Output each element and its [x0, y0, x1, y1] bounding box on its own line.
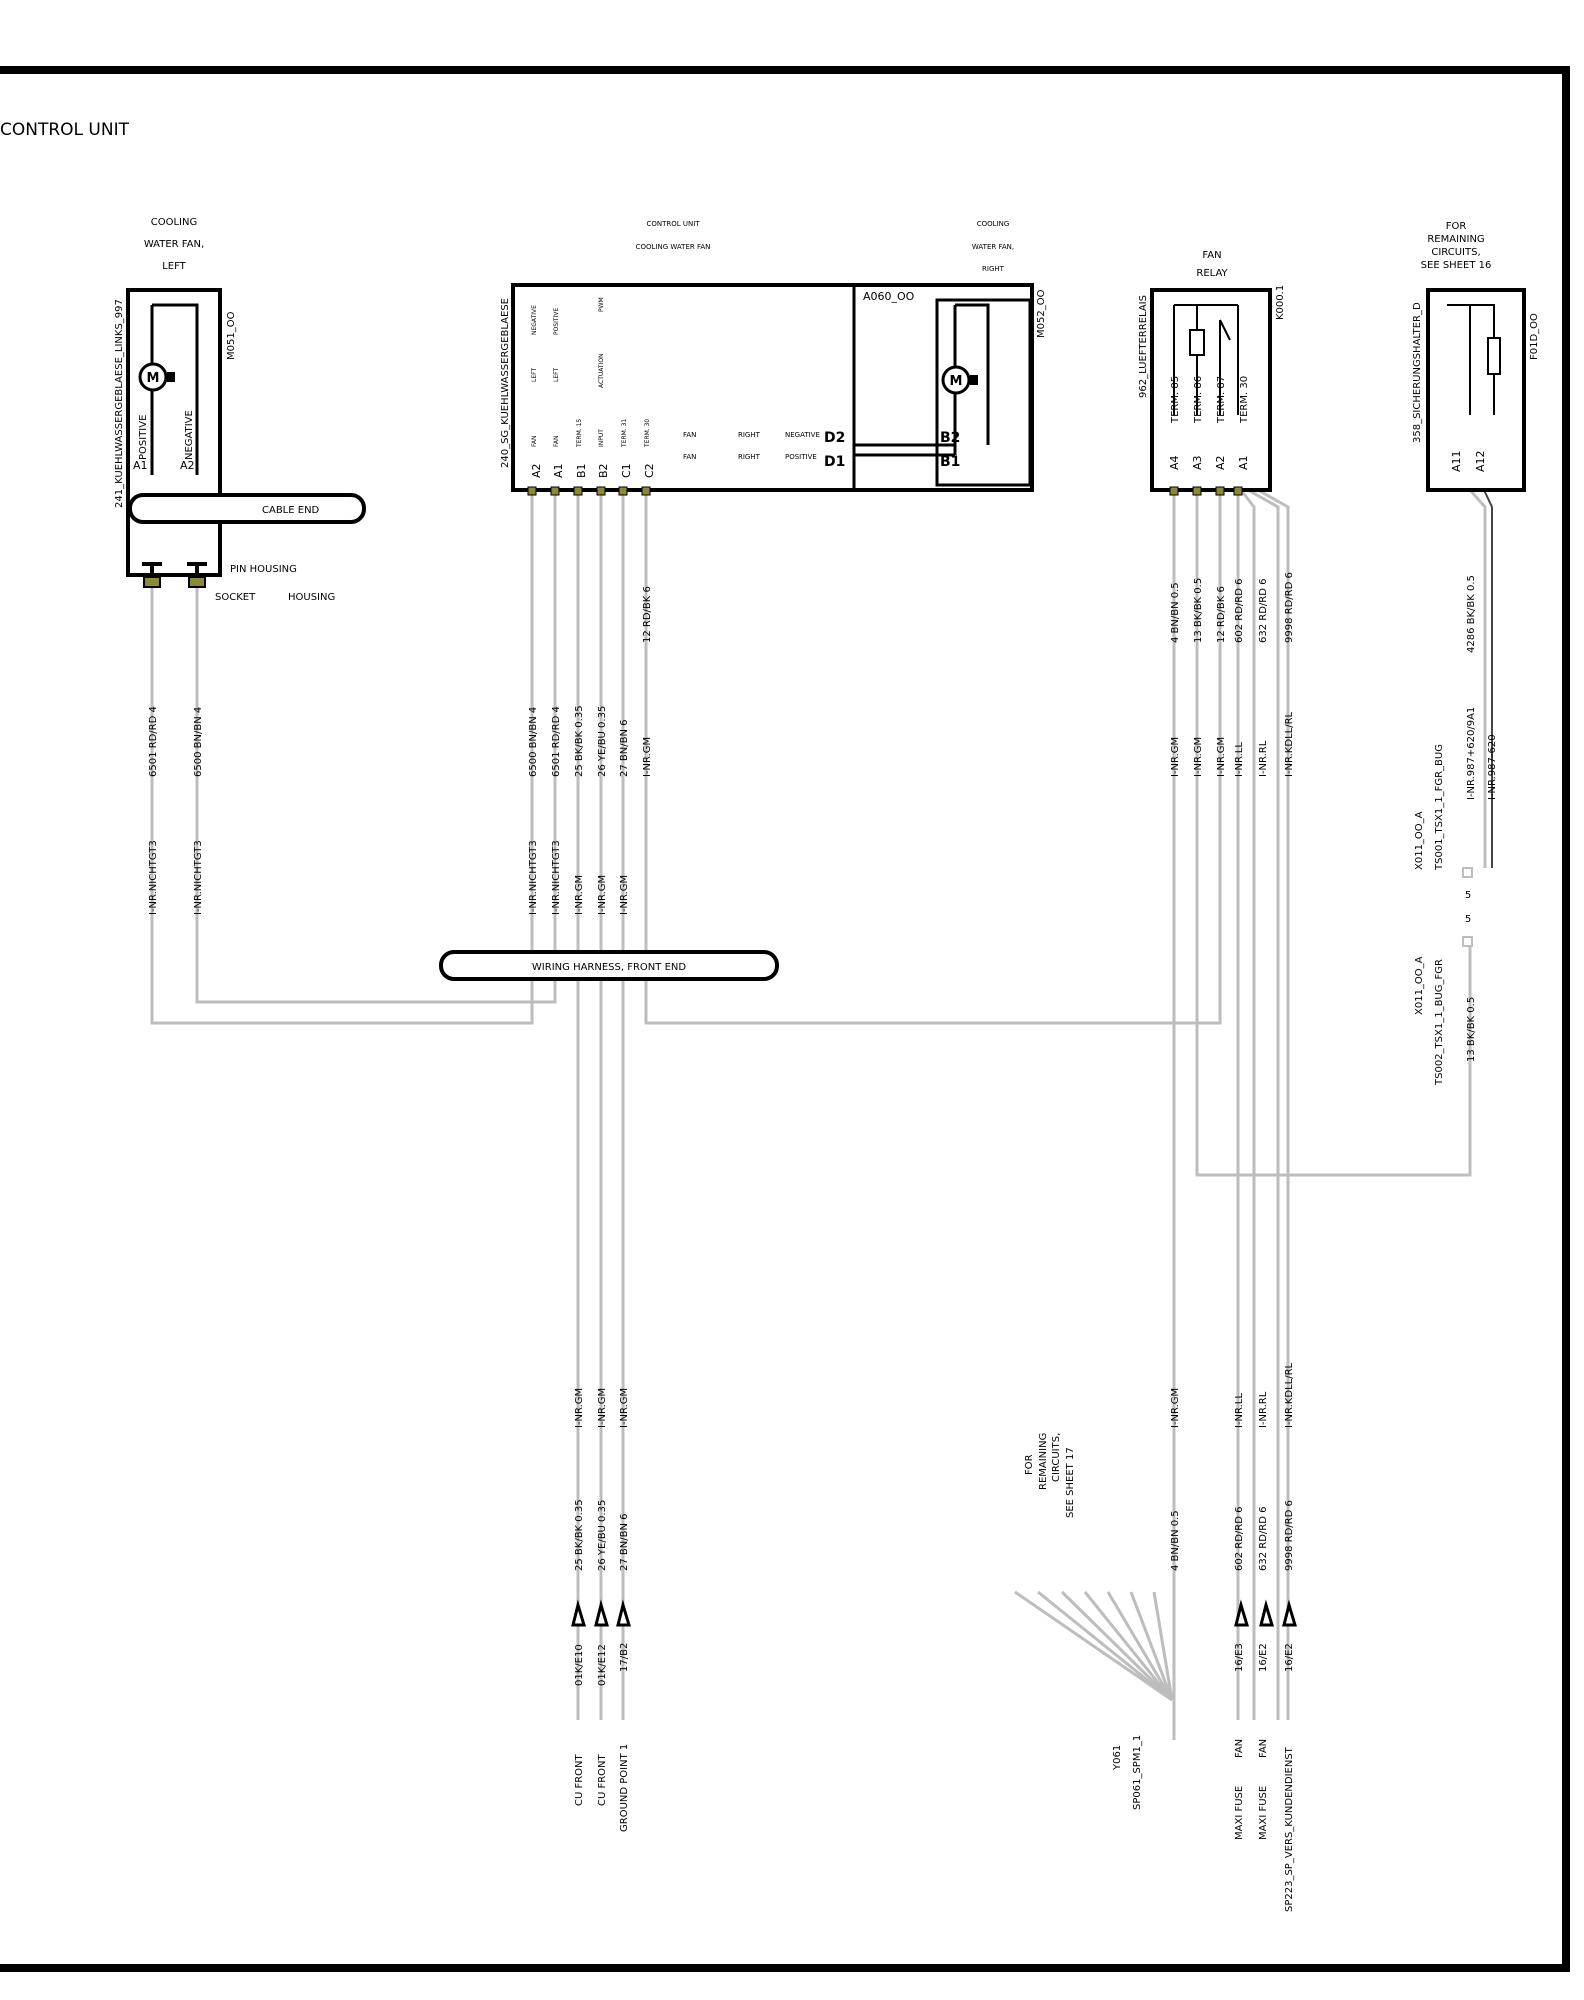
terminal-icon: [573, 1605, 584, 1625]
svg-text:TS002_TSX1_1_BUG_FGR: TS002_TSX1_1_BUG_FGR: [1434, 959, 1445, 1085]
svg-text:FAN: FAN: [683, 431, 697, 439]
svg-text:26 YE/BU 0.35: 26 YE/BU 0.35: [597, 705, 608, 777]
svg-text:INPUT: INPUT: [598, 429, 605, 447]
svg-text:6500 BN/BN 4: 6500 BN/BN 4: [528, 706, 539, 777]
svg-text:I-NR.NICHTGT3: I-NR.NICHTGT3: [528, 840, 539, 915]
svg-text:FOR: FOR: [1445, 221, 1467, 232]
svg-text:25 BK/BK 0.35: 25 BK/BK 0.35: [574, 705, 585, 777]
right-fan-component: [854, 220, 1047, 485]
svg-text:PWM: PWM: [598, 297, 605, 312]
svg-text:A11: A11: [1450, 450, 1463, 472]
svg-text:I-NR.RL: I-NR.RL: [1258, 740, 1269, 777]
lower-cu-terminals: [573, 1605, 629, 1625]
svg-text:A4: A4: [1168, 455, 1181, 470]
svg-text:TERM. 87: TERM. 87: [1216, 375, 1227, 423]
svg-text:SP223_SP_VERS_KUNDENDIENST: SP223_SP_VERS_KUNDENDIENST: [1284, 1747, 1295, 1912]
svg-text:5: 5: [1464, 890, 1472, 901]
svg-text:CU FRONT: CU FRONT: [597, 1754, 608, 1806]
svg-text:FOR: FOR: [1024, 1454, 1035, 1475]
svg-text:CONTROL UNIT: CONTROL UNIT: [646, 220, 700, 228]
svg-text:632 RD/RD 6: 632 RD/RD 6: [1258, 1506, 1269, 1571]
harness-label: WIRING HARNESS, FRONT END: [531, 962, 687, 973]
fuse-holder-id: 358_SICHERUNGSHALTER_D: [1412, 302, 1423, 443]
svg-text:TERM. 30: TERM. 30: [644, 418, 651, 447]
svg-text:REMAINING: REMAINING: [1038, 1432, 1049, 1490]
svg-text:602 RD/RD 6: 602 RD/RD 6: [1234, 1506, 1245, 1571]
svg-text:X011_OO_A: X011_OO_A: [1414, 956, 1425, 1015]
svg-text:17/B2: 17/B2: [619, 1642, 630, 1672]
svg-text:FAN: FAN: [1258, 1738, 1269, 1758]
svg-text:LEFT: LEFT: [162, 261, 186, 272]
svg-text:I-NR.KDLL/RL: I-NR.KDLL/RL: [1284, 711, 1295, 777]
svg-text:I-NR.GM: I-NR.GM: [597, 1387, 608, 1428]
svg-text:SEE SHEET 16: SEE SHEET 16: [1420, 260, 1492, 271]
svg-text:I-NR.GM: I-NR.GM: [597, 874, 608, 915]
fuse-holder-component: [1412, 221, 1540, 490]
svg-text:25 BK/BK 0.35: 25 BK/BK 0.35: [574, 1499, 585, 1571]
svg-text:FAN: FAN: [531, 435, 538, 447]
left-fan-component: [114, 217, 364, 603]
svg-text:X011_OO_A: X011_OO_A: [1414, 811, 1425, 870]
svg-text:4286 BK/BK 0.5: 4286 BK/BK 0.5: [1466, 575, 1477, 653]
svg-text:27 BN/BN 6: 27 BN/BN 6: [619, 1513, 630, 1571]
svg-text:NEGATIVE: NEGATIVE: [184, 410, 195, 460]
svg-text:A2: A2: [180, 459, 195, 472]
svg-text:9998 RD/RD 6: 9998 RD/RD 6: [1284, 1500, 1295, 1571]
upper-wire-labels: [148, 572, 1498, 915]
svg-text:TERM. 86: TERM. 86: [1193, 375, 1204, 423]
svg-text:6501 RD/RD 4: 6501 RD/RD 4: [551, 706, 562, 777]
svg-text:I-NR.GM: I-NR.GM: [574, 874, 585, 915]
svg-text:LEFT: LEFT: [531, 367, 538, 382]
svg-text:A3: A3: [1191, 455, 1204, 470]
svg-text:POSITIVE: POSITIVE: [553, 307, 560, 335]
svg-text:RIGHT: RIGHT: [738, 431, 760, 439]
svg-text:5: 5: [1464, 914, 1472, 925]
fan-relay-code: K000.1: [1275, 284, 1286, 320]
lower-relay-labels: [1234, 1362, 1295, 1912]
svg-text:4 BN/BN 0.5: 4 BN/BN 0.5: [1170, 1510, 1181, 1571]
svg-text:I-NR.GM: I-NR.GM: [1193, 736, 1204, 777]
svg-text:COOLING WATER FAN: COOLING WATER FAN: [635, 243, 711, 251]
svg-text:NEGATIVE: NEGATIVE: [531, 305, 538, 335]
svg-text:D2: D2: [824, 430, 846, 446]
svg-text:GROUND POINT 1: GROUND POINT 1: [619, 1743, 630, 1832]
svg-text:6500 BN/BN 4: 6500 BN/BN 4: [193, 706, 204, 777]
svg-text:REMAINING: REMAINING: [1427, 234, 1485, 245]
svg-text:A1: A1: [133, 459, 148, 472]
svg-text:COOLING: COOLING: [150, 217, 198, 228]
svg-text:FAN: FAN: [553, 435, 560, 447]
terminal-icon: [596, 1605, 607, 1625]
svg-text:27 BN/BN 6: 27 BN/BN 6: [619, 719, 630, 777]
svg-text:M: M: [949, 374, 963, 389]
svg-text:I-NR.NICHTGT3: I-NR.NICHTGT3: [193, 840, 204, 915]
svg-text:WATER FAN,: WATER FAN,: [971, 243, 1015, 251]
svg-text:16/E2: 16/E2: [1284, 1643, 1295, 1672]
svg-text:12 RD/BK 6: 12 RD/BK 6: [1216, 586, 1227, 643]
svg-text:B1: B1: [940, 454, 961, 470]
svg-text:B1: B1: [575, 463, 588, 478]
svg-text:C2: C2: [643, 463, 656, 478]
svg-text:I-NR.NICHTGT3: I-NR.NICHTGT3: [551, 840, 562, 915]
svg-text:WATER FAN,: WATER FAN,: [143, 239, 205, 250]
svg-text:602 RD/RD 6: 602 RD/RD 6: [1234, 578, 1245, 643]
svg-text:13 BK/BK 0.5: 13 BK/BK 0.5: [1193, 577, 1204, 643]
svg-text:HOUSING: HOUSING: [288, 592, 336, 603]
svg-text:I-NR.GM: I-NR.GM: [574, 1387, 585, 1428]
svg-text:I-NR.GM: I-NR.GM: [1170, 736, 1181, 777]
svg-text:RELAY: RELAY: [1196, 268, 1228, 279]
sheet-title: CONTROL UNIT: [0, 120, 129, 140]
left-fan-code: M051_OO: [226, 311, 237, 360]
control-unit-code: A060_OO: [863, 290, 915, 303]
svg-text:I-NR.987+620/9A1: I-NR.987+620/9A1: [1466, 706, 1477, 800]
svg-text:FAN: FAN: [1202, 250, 1222, 261]
svg-text:A2: A2: [530, 463, 543, 478]
fuse-holder-code: F01D_OO: [1529, 313, 1540, 360]
svg-text:FAN: FAN: [1234, 1738, 1245, 1758]
svg-text:TS001_TSX1_1_FGR_BUG: TS001_TSX1_1_FGR_BUG: [1434, 744, 1445, 870]
svg-text:MAXI FUSE: MAXI FUSE: [1234, 1785, 1245, 1840]
svg-text:C1: C1: [620, 463, 633, 478]
svg-text:I-NR.NICHTGT3: I-NR.NICHTGT3: [148, 840, 159, 915]
svg-text:I-NR.LL: I-NR.LL: [1234, 742, 1245, 777]
svg-text:RIGHT: RIGHT: [982, 265, 1004, 273]
svg-text:I-NR.987-620: I-NR.987-620: [1487, 734, 1498, 800]
svg-text:I-NR.LL: I-NR.LL: [1234, 1393, 1245, 1428]
svg-text:I-NR.GM: I-NR.GM: [619, 874, 630, 915]
cable-end-label: CABLE END: [262, 505, 320, 516]
svg-text:CIRCUITS,: CIRCUITS,: [1431, 247, 1481, 258]
svg-text:CIRCUITS,: CIRCUITS,: [1051, 1432, 1062, 1482]
svg-text:B2: B2: [940, 430, 961, 446]
terminal-icon: [618, 1605, 629, 1625]
svg-text:SOCKET: SOCKET: [215, 592, 256, 603]
svg-text:POSITIVE: POSITIVE: [785, 453, 817, 461]
svg-text:6501 RD/RD 4: 6501 RD/RD 4: [148, 706, 159, 777]
svg-text:LEFT: LEFT: [553, 367, 560, 382]
svg-text:POSITIVE: POSITIVE: [138, 414, 149, 460]
svg-text:SP061_SPM1_1: SP061_SPM1_1: [1132, 1734, 1143, 1810]
terminal-icon: [1261, 1605, 1272, 1625]
svg-text:PIN HOUSING: PIN HOUSING: [230, 564, 297, 575]
svg-text:TERM. 30: TERM. 30: [1239, 375, 1250, 423]
svg-text:632 RD/RD 6: 632 RD/RD 6: [1258, 578, 1269, 643]
svg-text:I-NR.GM: I-NR.GM: [1170, 1387, 1181, 1428]
svg-text:TERM. 15: TERM. 15: [576, 418, 583, 447]
svg-text:9998 RD/RD 6: 9998 RD/RD 6: [1284, 572, 1295, 643]
svg-text:A1: A1: [1237, 455, 1250, 470]
svg-text:NEGATIVE: NEGATIVE: [785, 431, 820, 439]
svg-text:FAN: FAN: [683, 453, 697, 461]
svg-text:16/E2: 16/E2: [1258, 1643, 1269, 1672]
fan-relay-component: [1138, 250, 1286, 495]
terminal-icon: [1284, 1605, 1295, 1625]
svg-text:12 RD/BK 6: 12 RD/BK 6: [642, 586, 653, 643]
svg-text:COOLING: COOLING: [976, 220, 1010, 228]
svg-text:A12: A12: [1474, 450, 1487, 472]
svg-text:I-NR.GM: I-NR.GM: [642, 736, 653, 777]
lower-relay-terminals: [1236, 1605, 1295, 1625]
svg-text:D1: D1: [824, 454, 846, 470]
svg-text:4 BN/BN 0.5: 4 BN/BN 0.5: [1170, 582, 1181, 643]
svg-text:I-NR.GM: I-NR.GM: [1216, 736, 1227, 777]
svg-text:B2: B2: [597, 463, 610, 478]
svg-text:A1: A1: [552, 463, 565, 478]
svg-text:26 YE/BU 0.35: 26 YE/BU 0.35: [597, 1499, 608, 1571]
svg-text:I-NR.RL: I-NR.RL: [1258, 1391, 1269, 1428]
svg-text:SEE SHEET 17: SEE SHEET 17: [1065, 1447, 1076, 1518]
svg-text:I-NR.KDLL/RL: I-NR.KDLL/RL: [1284, 1362, 1295, 1428]
harness-band: [441, 952, 777, 979]
svg-text:01K/E10: 01K/E10: [574, 1644, 585, 1686]
fan-relay-id: 962_LUEFTERRELAIS: [1138, 295, 1149, 398]
svg-text:TERM. 31: TERM. 31: [621, 418, 628, 447]
svg-text:A2: A2: [1214, 455, 1227, 470]
svg-text:I-NR.GM: I-NR.GM: [619, 1387, 630, 1428]
svg-text:13 BK/BK 0.5: 13 BK/BK 0.5: [1466, 996, 1477, 1062]
svg-text:CU FRONT: CU FRONT: [574, 1754, 585, 1806]
svg-text:01K/E12: 01K/E12: [597, 1644, 608, 1686]
svg-text:Y061: Y061: [1112, 1744, 1123, 1770]
svg-text:16/E3: 16/E3: [1234, 1643, 1245, 1672]
svg-text:RIGHT: RIGHT: [738, 453, 760, 461]
control-unit-id: 240_SG_KUEHLWASSERGEBLAESE: [500, 298, 511, 468]
svg-text:TERM. 85: TERM. 85: [1170, 375, 1181, 423]
right-fan-code: M052_OO: [1036, 289, 1047, 338]
svg-text:M: M: [146, 371, 160, 386]
svg-text:ACTUATION: ACTUATION: [598, 353, 605, 388]
svg-text:MAXI FUSE: MAXI FUSE: [1258, 1785, 1269, 1840]
left-fan-id: 241_KUEHLWASSERGEBLAESE_LINKS_997: [114, 299, 125, 508]
